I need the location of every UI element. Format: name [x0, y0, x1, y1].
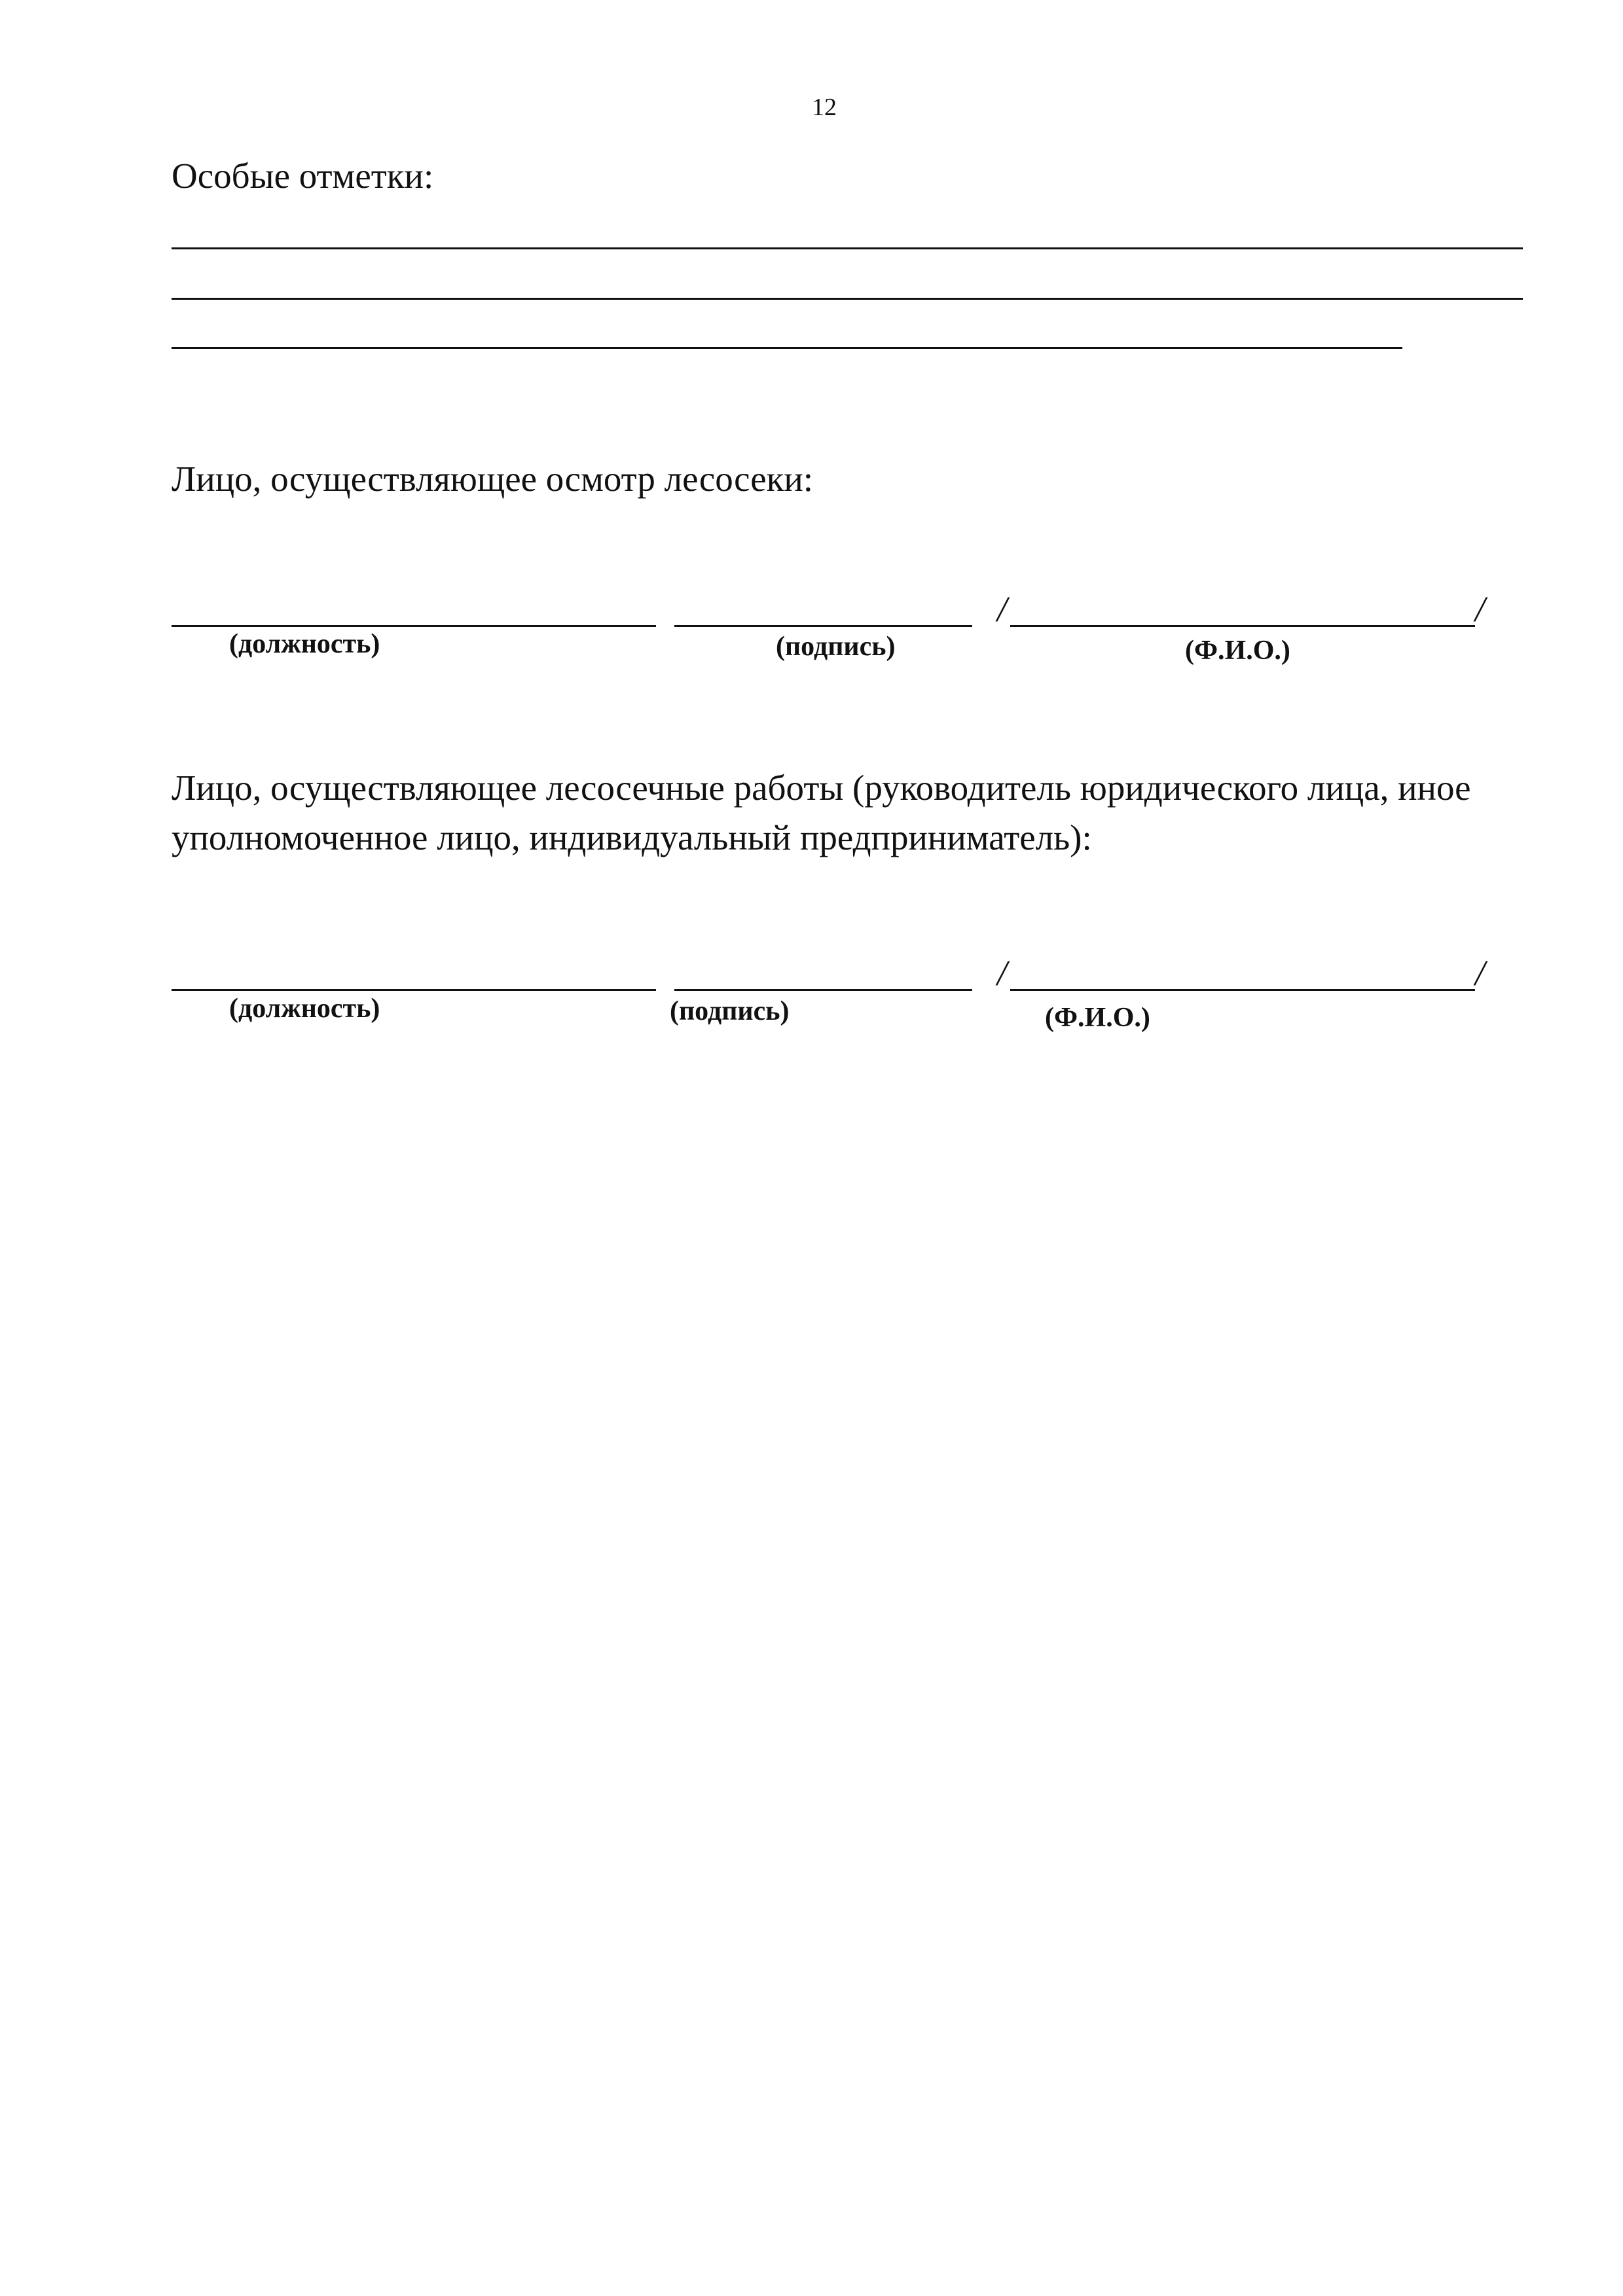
inspector-name-caption: (Ф.И.О.) [1185, 636, 1290, 666]
worker-name-caption: (Ф.И.О.) [1045, 1003, 1150, 1033]
inspector-heading: Лицо, осуществляющее осмотр лесосеки: [172, 459, 814, 499]
inspector-position-caption: (должность) [229, 629, 380, 659]
inspector-signature-caption: (подпись) [776, 632, 896, 662]
notes-line-2[interactable] [172, 298, 1523, 300]
inspector-name-line[interactable] [1010, 625, 1475, 627]
worker-name-line[interactable] [1010, 989, 1475, 991]
worker-heading: Лицо, осуществляющее лесосечные работы (руководитель юридического лица, иное уполномоченное лицо, индивидуальный предприниматель): [172, 768, 1471, 857]
worker-name-slash-left: / [997, 953, 1008, 993]
notes-line-1[interactable] [172, 247, 1523, 249]
worker-signature-caption: (подпись) [670, 996, 790, 1026]
inspector-name-slash-right: / [1475, 589, 1486, 629]
inspector-signature-line[interactable] [674, 625, 972, 627]
worker-position-line[interactable] [172, 989, 656, 991]
page-number: 12 [812, 94, 837, 121]
notes-line-3[interactable] [172, 347, 1402, 349]
special-notes-heading: Особые отметки: [172, 156, 434, 196]
worker-position-caption: (должность) [229, 994, 380, 1024]
inspector-name-slash-left: / [997, 589, 1008, 629]
worker-signature-line[interactable] [674, 989, 972, 991]
worker-name-slash-right: / [1475, 953, 1486, 993]
inspector-position-line[interactable] [172, 625, 656, 627]
